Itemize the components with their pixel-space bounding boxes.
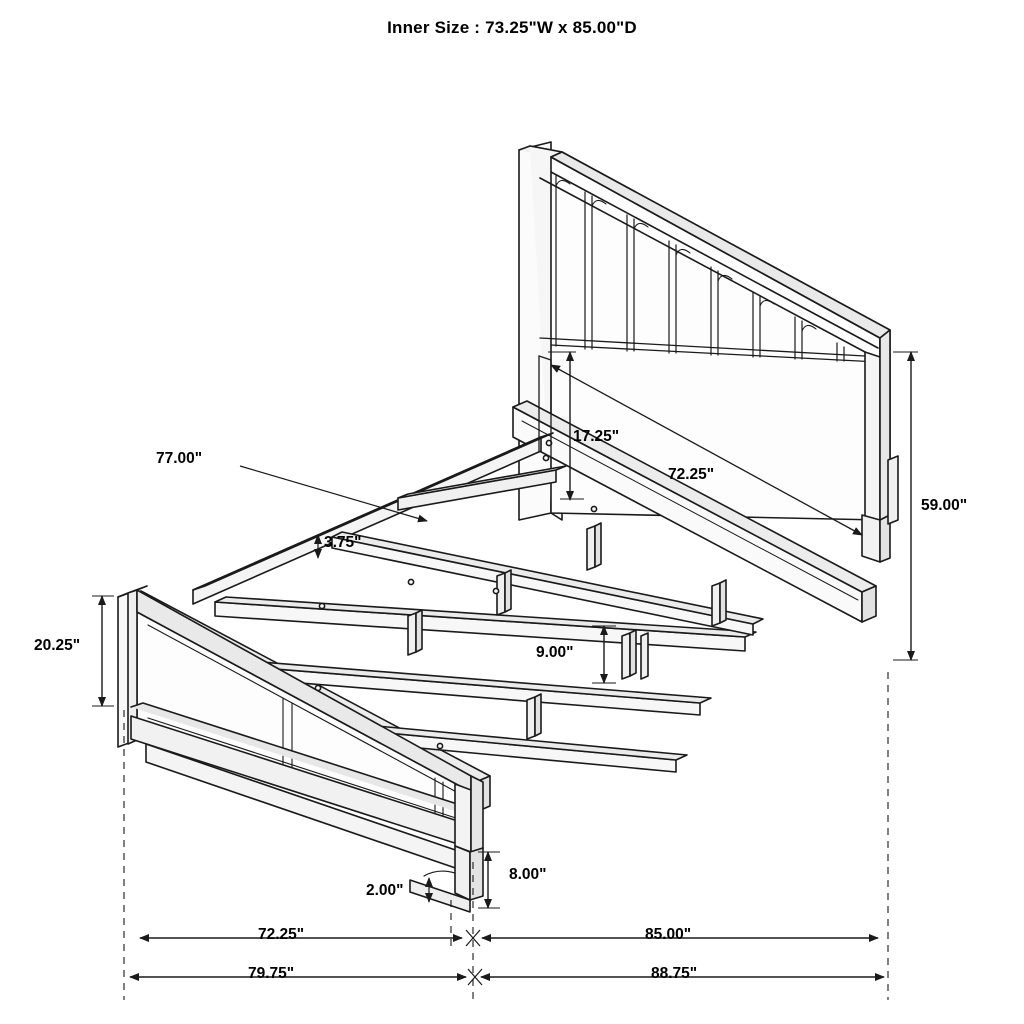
dimension-label-footboard-height: 20.25"	[34, 637, 81, 654]
dimension-label-floor-clearance: 8.00"	[509, 866, 547, 883]
dimension-label-headboard-width: 72.25"	[668, 466, 715, 483]
dimension-label-headboard-top-to-rail: 17.25"	[573, 428, 620, 445]
dimension-label-foot-lip: 2.00"	[366, 882, 404, 899]
dimension-label-overall-outer-depth: 88.75"	[651, 965, 698, 982]
dimension-label-slat-clearance: 9.00"	[536, 644, 574, 661]
dimension-label-headboard-height: 59.00"	[921, 497, 968, 514]
dimension-label-side-rail-length: 77.00"	[156, 450, 203, 467]
page-title: Inner Size : 73.25"W x 85.00"D	[387, 18, 637, 37]
dimension-label-overall-inner-width: 72.25"	[258, 926, 305, 943]
dimension-label-slat-thickness: 3.75"	[324, 534, 362, 551]
dimension-label-overall-inner-depth: 85.00"	[645, 926, 692, 943]
dimension-label-overall-outer-width: 79.75"	[248, 965, 295, 982]
